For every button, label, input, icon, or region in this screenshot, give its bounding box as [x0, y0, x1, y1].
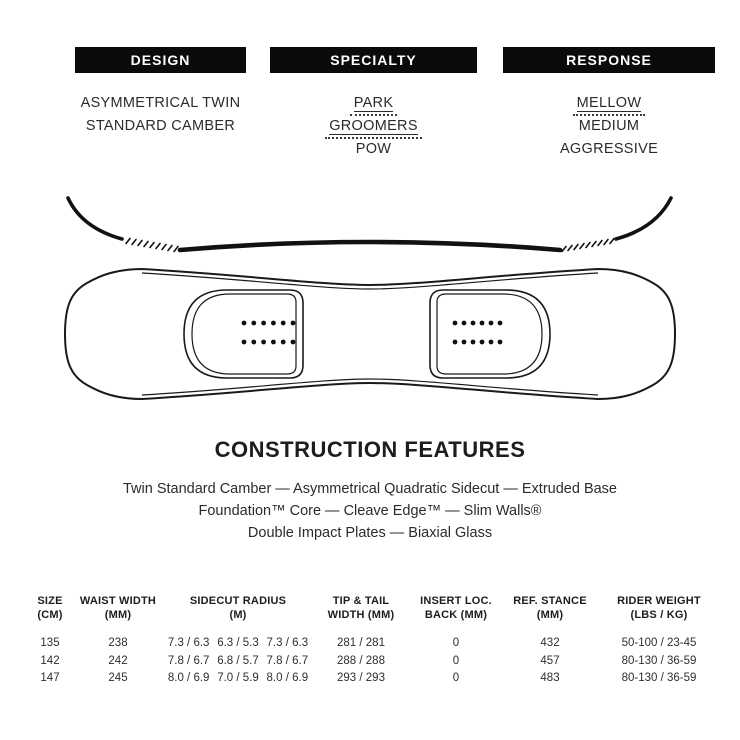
col-header-ref-stance: REF. STANCE (MM)	[513, 595, 587, 621]
left-insert-holes	[242, 321, 296, 345]
camber-profile-diagram	[60, 192, 680, 264]
top-edge-inner-line	[142, 273, 598, 289]
specialty-items	[270, 95, 477, 164]
table-row	[28, 653, 720, 671]
size-value: 142	[40, 654, 60, 667]
col-header-tip-tail-width: TIP & TAIL WIDTH (MM)	[327, 595, 395, 621]
tip-tail-width-value: 288 / 288	[337, 654, 385, 667]
trait-item-selected: GROOMERS	[270, 118, 477, 141]
waist-width-value: 242	[108, 654, 128, 667]
trait-column-response	[503, 47, 715, 164]
spec-table-body	[28, 635, 720, 688]
sidecut-radius-values: 8.0 / 6.9 7.0 / 5.9 8.0 / 6.9	[167, 672, 309, 684]
rider-weight-value: 80-130 / 36-59	[621, 672, 697, 684]
construction-feature-line: Twin Standard Camber — Asymmetrical Quadratic Sidecut — Extruded Base	[122, 481, 617, 497]
camber-center-line	[180, 242, 560, 250]
construction-features-section	[0, 437, 740, 544]
design-header-bar: DESIGN	[75, 47, 246, 73]
tip-tail-width-value: 281 / 281	[337, 637, 385, 649]
col-header-sidecut-radius: SIDECUT RADIUS (M)	[189, 595, 287, 621]
right-insert-plate-inner	[437, 294, 542, 374]
table-row	[28, 670, 720, 688]
ref-stance-value: 457	[540, 654, 560, 667]
insert-loc-back-value: 0	[452, 654, 460, 667]
ref-stance-value: 483	[540, 672, 560, 684]
construction-feature-line: Foundation™ Core — Cleave Edge™ — Slim Walls®	[198, 503, 542, 519]
right-hatch-marks	[562, 239, 614, 252]
right-insert-holes	[453, 321, 503, 345]
trait-item-selected: PARK	[270, 95, 477, 118]
rider-weight-value: 80-130 / 36-59	[621, 654, 697, 667]
col-header-insert-loc-back: INSERT LOC. BACK (MM)	[420, 595, 492, 621]
waist-width-value: 238	[108, 637, 128, 649]
size-spec-table	[28, 594, 720, 688]
rider-weight-value: 50-100 / 23-45	[621, 637, 697, 649]
trait-item: STANDARD CAMBER	[85, 118, 236, 134]
construction-features-title: CONSTRUCTION FEATURES	[214, 437, 526, 462]
right-tip-curve	[616, 198, 671, 239]
design-items	[75, 95, 246, 141]
response-header-bar: RESPONSE	[503, 47, 715, 73]
trait-item: POW	[355, 141, 392, 157]
sidecut-radius-values: 7.8 / 6.7 6.8 / 5.7 7.8 / 6.7	[167, 654, 309, 667]
size-value: 135	[40, 637, 60, 649]
left-hatch-marks	[126, 239, 178, 252]
trait-column-design	[75, 47, 246, 141]
bottom-edge-inner-line	[142, 379, 598, 395]
col-header-size: SIZE (CM)	[37, 595, 63, 621]
ref-stance-value: 432	[540, 637, 560, 649]
trait-column-specialty	[270, 47, 477, 164]
left-tip-curve	[68, 198, 122, 239]
spec-table-header-row	[28, 594, 720, 622]
board-top-view-diagram	[60, 264, 680, 406]
table-row	[28, 635, 720, 653]
trait-item: AGGRESSIVE	[559, 141, 659, 157]
left-insert-plate-inner	[192, 294, 296, 374]
col-header-rider-weight: RIDER WEIGHT (LBS / KG)	[617, 595, 701, 621]
trait-item: ASYMMETRICAL TWIN	[80, 95, 241, 111]
specialty-header-bar: SPECIALTY	[270, 47, 477, 73]
insert-loc-back-value: 0	[452, 672, 460, 684]
trait-item: MEDIUM	[578, 118, 640, 134]
sidecut-radius-values: 7.3 / 6.3 6.3 / 5.3 7.3 / 6.3	[167, 637, 309, 649]
insert-loc-back-value: 0	[452, 637, 460, 649]
response-items	[503, 95, 715, 164]
construction-feature-line: Double Impact Plates — Biaxial Glass	[247, 525, 493, 541]
tip-tail-width-value: 293 / 293	[337, 672, 385, 684]
trait-item-selected: MELLOW	[503, 95, 715, 118]
col-header-waist-width: WAIST WIDTH (MM)	[79, 595, 157, 621]
size-value: 147	[40, 672, 60, 684]
waist-width-value: 245	[108, 672, 128, 684]
